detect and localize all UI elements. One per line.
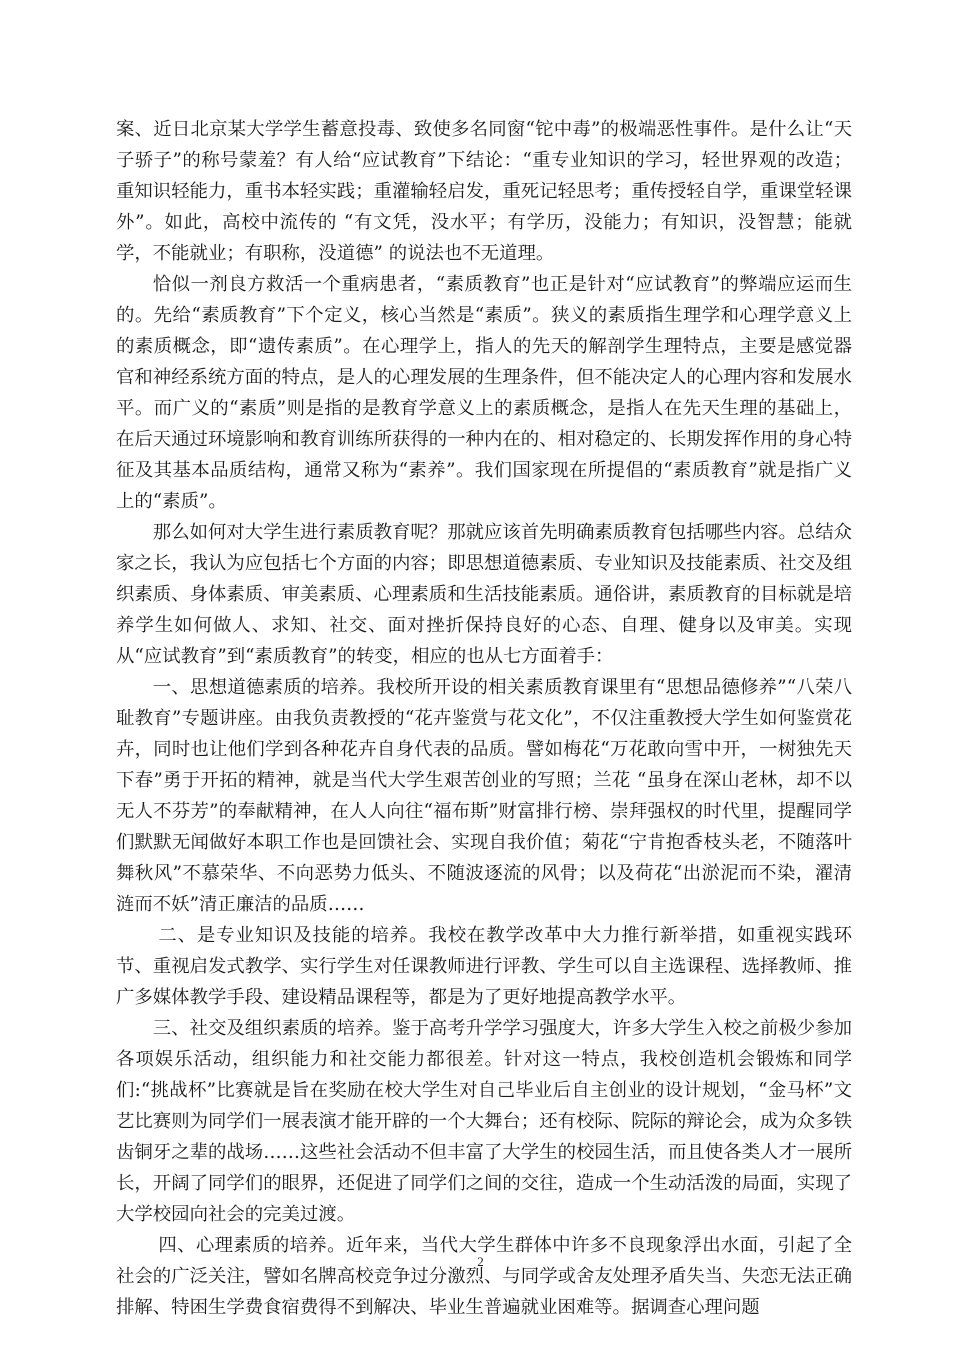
paragraph-seven-aspects: 那么如何对大学生进行素质教育呢？那就应该首先明确素质教育包括哪些内容。总结众家之长，我认为应包括七个方面的内容；即思想道德素质、专业知识及技能素质、社交及组织素质、身体素质、审美素质、心理素质和生活技能素质。通俗讲，素质教育的目标就是培养学生如何做人、求知、社交、面对挫折保持良好的心态、自理、健身以及审美。实现从“应试教育”到“素质教育”的转变，相应的也从七方面着手： <box>116 522 852 667</box>
paragraph-professional-skills: 二、是专业知识及技能的培养。我校在教学改革中大力推行新举措，如重视实践环节、重视启发式教学、实行学生对任课教师进行评教、学生可以自主选课程、选择教师、推广多媒体教学手段、建设精品课程等，都是为了更好地提高教学水平。 <box>116 925 852 1008</box>
paragraph-continuation: 案、近日北京某大学学生蓄意投毒、致使多名同窗“铊中毒”的极端恶性事件。是什么让“天子骄子”的称号蒙羞？有人给“应试教育”下结论：“重专业知识的学习，轻世界观的改造；重知识轻能力，重书本轻实践；重灌输轻启发，重死记轻思考；重传授轻自学，重课堂轻课外”。如此，高校中流传的 “有文凭，没水平；有学历，没能力；有知识，没智慧；能就学，不能就业；有职称，没道德” 的说法也不无道理。 <box>116 119 852 264</box>
page-number: 2 <box>477 1254 484 1269</box>
paragraph-moral-quality: 一、思想道德素质的培养。我校所开设的相关素质教育课里有“思想品德修养”“八荣八耻教育”专题讲座。由我负责教授的“花卉鉴赏与花文化”，不仅注重教授大学生如何鉴赏花卉，同时也让他们学到各种花卉自身代表的品质。譬如梅花“万花敢向雪中开，一树独先天下春”勇于开拓的精神，就是当代大学生艰苦创业的写照；兰花 “虽身在深山老林，却不以无人不芬芳”的奉献精神，在人人向往“福布斯”财富排行榜、崇拜强权的时代里，提醒同学们默默无闻做好本职工作也是回馈社会、实现自我价值；菊花“宁肯抱香枝头老，不随落叶舞秋风”不慕荣华、不向恶势力低头、不随波逐流的风骨；以及荷花“出淤泥而不染，濯清涟而不妖”清正廉洁的品质…… <box>116 677 852 915</box>
paragraph-psychological-quality: 四、心理素质的培养。近年来，当代大学生群体中许多不良现象浮出水面，引起了全社会的广泛关注，譬如名牌高校竞争过分激烈、与同学或舍友处理矛盾失当、失恋无法正确排解、特困生学费食宿费得不到解决、毕业生普遍就业困难等。据调查心理问题 <box>116 1235 852 1318</box>
body-text <box>116 114 852 1323</box>
paragraph-social-organization: 三、社交及组织素质的培养。鉴于高考升学学习强度大，许多大学生入校之前极少参加各项娱乐活动，组织能力和社交能力都很差。针对这一特点，我校创造机会锻炼和同学们:“挑战杯”比赛就是旨在奖励在校大学生对自己毕业后自主创业的设计规划，“金马杯”文艺比赛则为同学们一展表演才能开辟的一个大舞台；还有校际、院际的辩论会，成为众多铁齿铜牙之辈的战场……这些社会活动不但丰富了大学生的校园生活，而且使各类人才一展所长，开阔了同学们的眼界，还促进了同学们之间的交往，造成一个生动活泼的局面，实现了大学校园向社会的完美过渡。 <box>116 1018 852 1225</box>
paragraph-quality-education-definition: 恰似一剂良方救活一个重病患者，“素质教育”也正是针对“应试教育”的弊端应运而生的。先给“素质教育”下个定义，核心当然是“素质”。狭义的素质指生理学和心理学意义上的素质概念，即“遗传素质”。在心理学上，指人的先天的解剖学生理特点，主要是感觉器官和神经系统方面的特点，是人的心理发展的生理条件，但不能决定人的心理内容和发展水平。而广义的“素质”则是指的是教育学意义上的素质概念，是指人在先天生理的基础上，在后天通过环境影响和教育训练所获得的一种内在的、相对稳定的、长期发挥作用的身心特征及其基本品质结构，通常又称为“素养”。我们国家现在所提倡的“素质教育”就是指广义上的“素质”。 <box>116 274 852 512</box>
